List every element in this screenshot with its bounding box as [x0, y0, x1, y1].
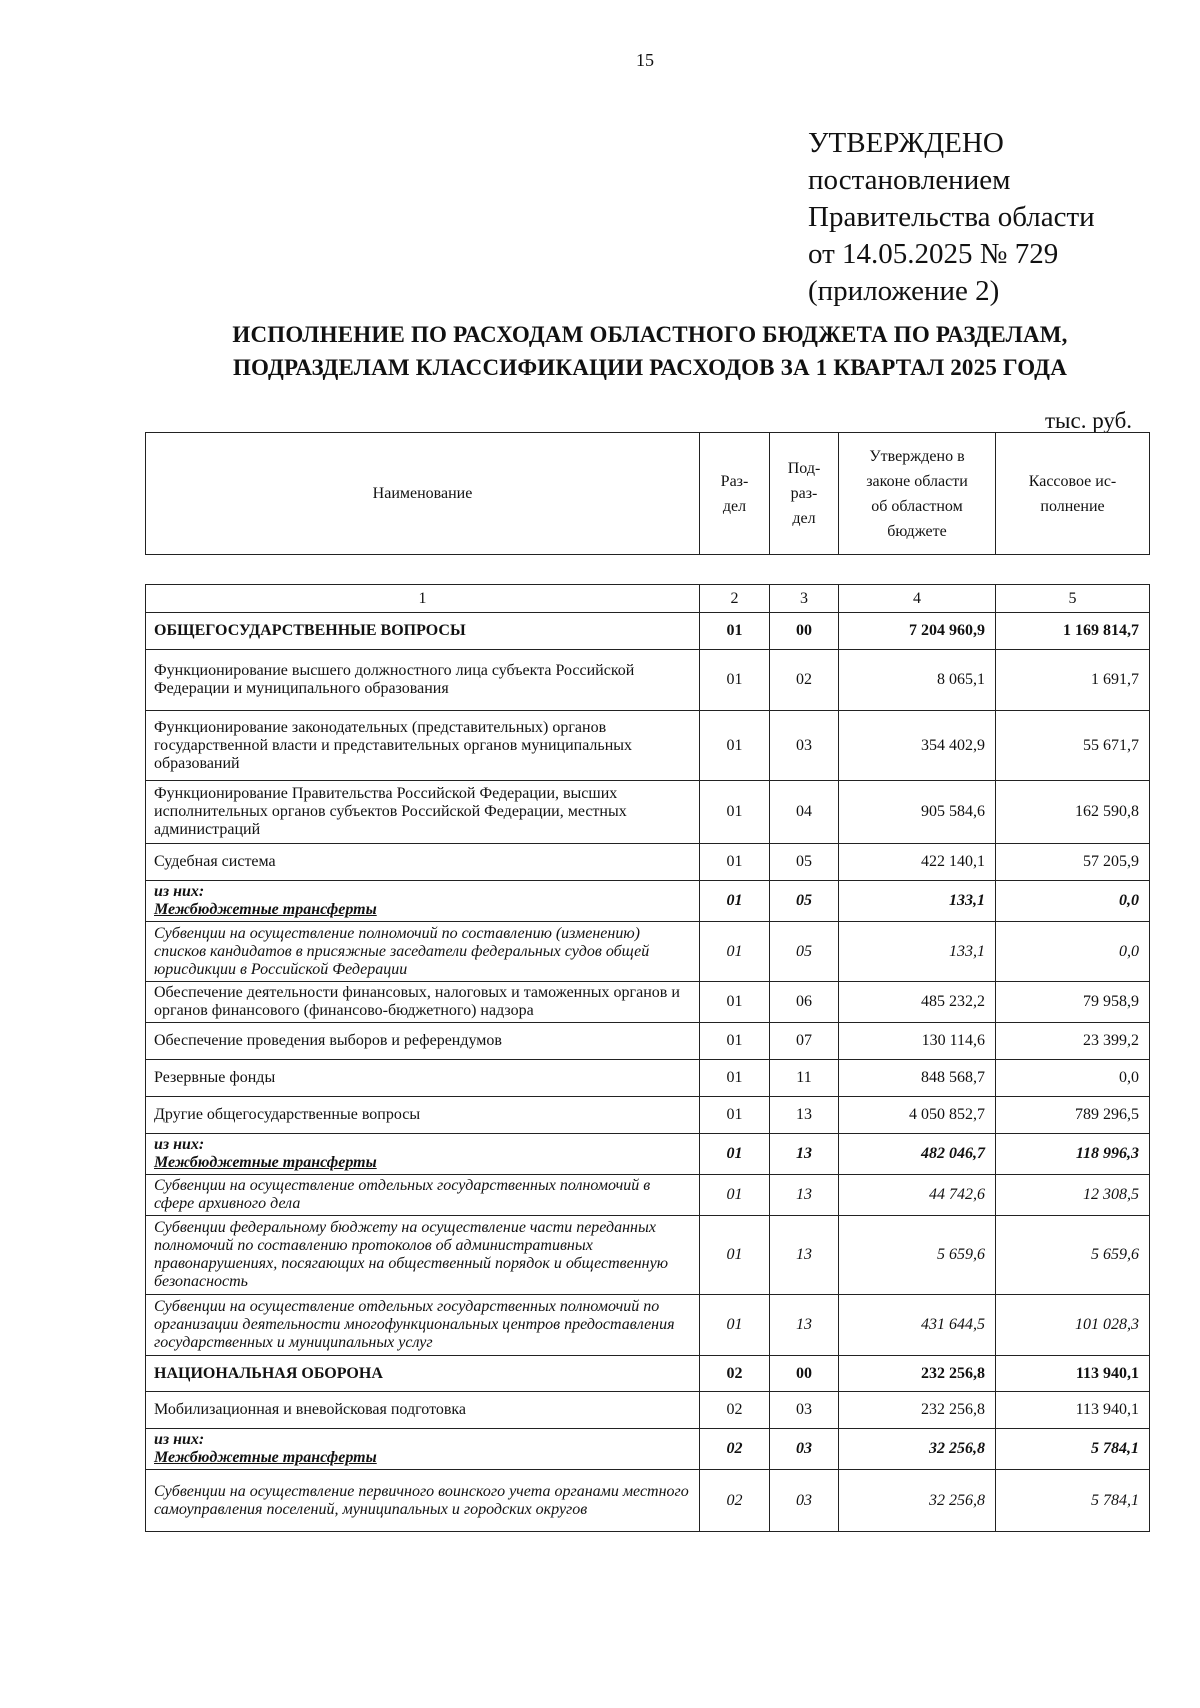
row-razdel: 01 — [700, 881, 770, 922]
row-executed: 0,0 — [996, 922, 1150, 982]
row-executed: 57 205,9 — [996, 844, 1150, 881]
header-name: Наименование — [146, 433, 700, 555]
row-name — [146, 982, 700, 1023]
table-row — [146, 1097, 1150, 1134]
row-name — [146, 613, 700, 650]
row-approved: 7 204 960,9 — [839, 613, 996, 650]
row-podrazdel: 13 — [770, 1216, 839, 1295]
page-number: 15 — [636, 50, 654, 70]
row-executed: 55 671,7 — [996, 711, 1150, 781]
column-number-row — [146, 585, 1150, 613]
row-name-prefix: из них: — [154, 1431, 205, 1448]
row-executed: 0,0 — [996, 1060, 1150, 1097]
row-executed: 23 399,2 — [996, 1023, 1150, 1060]
row-name-text: Субвенции на осуществление отдельных государственных полномочий по организации деятельности многофункциональных центров предоставления государственных и муниципальных услуг — [154, 1298, 675, 1351]
row-executed: 5 784,1 — [996, 1470, 1150, 1532]
row-name-text: НАЦИОНАЛЬНАЯ ОБОРОНА — [154, 1364, 383, 1382]
row-name — [146, 881, 700, 922]
row-approved: 431 644,5 — [839, 1295, 996, 1356]
table-row — [146, 1392, 1150, 1429]
row-name-text: Обеспечение проведения выборов и референдумов — [154, 1032, 502, 1049]
row-razdel: 01 — [700, 1216, 770, 1295]
row-name — [146, 1392, 700, 1429]
row-executed: 113 940,1 — [996, 1356, 1150, 1392]
row-podrazdel: 06 — [770, 982, 839, 1023]
row-executed: 5 659,6 — [996, 1216, 1150, 1295]
row-razdel: 02 — [700, 1470, 770, 1532]
row-name-text: Межбюджетные трансферты — [154, 1449, 377, 1466]
row-razdel: 01 — [700, 650, 770, 711]
row-name-text: Субвенции федеральному бюджету на осуществление части переданных полномочий по составлению протоколов об административных правонарушениях, посягающих на общественный порядок и общественную безопасность — [154, 1219, 668, 1290]
row-name — [146, 1295, 700, 1356]
row-name — [146, 1216, 700, 1295]
approval-line: (приложение 2) — [808, 275, 1000, 307]
row-approved: 32 256,8 — [839, 1470, 996, 1532]
approval-stamp — [808, 125, 1095, 310]
column-number: 3 — [770, 585, 839, 613]
row-podrazdel: 03 — [770, 1429, 839, 1470]
column-number: 1 — [146, 585, 700, 613]
table-row — [146, 1295, 1150, 1356]
row-name — [146, 1429, 700, 1470]
row-name — [146, 781, 700, 844]
row-executed: 113 940,1 — [996, 1392, 1150, 1429]
table-row — [146, 1060, 1150, 1097]
row-approved: 848 568,7 — [839, 1060, 996, 1097]
table-row — [146, 844, 1150, 881]
table-row — [146, 922, 1150, 982]
row-name — [146, 1356, 700, 1392]
row-name — [146, 1134, 700, 1175]
row-podrazdel: 00 — [770, 1356, 839, 1392]
row-name — [146, 1097, 700, 1134]
row-podrazdel: 11 — [770, 1060, 839, 1097]
row-approved: 5 659,6 — [839, 1216, 996, 1295]
row-approved: 422 140,1 — [839, 844, 996, 881]
table-row — [146, 1134, 1150, 1175]
row-name-text: Субвенции на осуществление полномочий по составлению (изменению) списков кандидатов в присяжные заседатели федеральных судов общей юрисдикции в Российской Федерации — [154, 924, 650, 978]
row-executed: 1 691,7 — [996, 650, 1150, 711]
table-row — [146, 1356, 1150, 1392]
row-approved: 4 050 852,7 — [839, 1097, 996, 1134]
row-name-text: Судебная система — [154, 853, 276, 870]
row-podrazdel: 04 — [770, 781, 839, 844]
row-name-text: Функционирование законодательных (представительных) органов государственной власти и представительных органов муниципальных образований — [154, 718, 633, 772]
row-razdel: 01 — [700, 1023, 770, 1060]
row-approved: 485 232,2 — [839, 982, 996, 1023]
row-razdel: 02 — [700, 1392, 770, 1429]
row-name — [146, 1175, 700, 1216]
approval-line: УТВЕРЖДЕНО — [808, 127, 1004, 159]
row-razdel: 01 — [700, 781, 770, 844]
row-name — [146, 1023, 700, 1060]
approval-line: Правительства области — [808, 201, 1095, 233]
table-row — [146, 613, 1150, 650]
approval-line: постановлением — [808, 164, 1011, 196]
table-row — [146, 1175, 1150, 1216]
row-podrazdel: 05 — [770, 844, 839, 881]
row-podrazdel: 07 — [770, 1023, 839, 1060]
row-razdel: 01 — [700, 844, 770, 881]
table-row — [146, 711, 1150, 781]
approval-line: от 14.05.2025 № 729 — [808, 238, 1059, 270]
units-label: тыс. руб. — [1045, 408, 1133, 433]
row-approved: 8 065,1 — [839, 650, 996, 711]
column-number: 4 — [839, 585, 996, 613]
budget-table — [145, 584, 1150, 1532]
row-name — [146, 844, 700, 881]
table-row — [146, 1216, 1150, 1295]
row-name-text: Функционирование Правительства Российской Федерации, высших исполнительных органов субъектов Российской Федерации, местных администраций — [154, 785, 627, 838]
row-name-text: Межбюджетные трансферты — [154, 901, 377, 918]
row-razdel: 01 — [700, 1060, 770, 1097]
row-name — [146, 650, 700, 711]
row-name-text: Обеспечение деятельности финансовых, налоговых и таможенных органов и органов финансового (финансово-бюджетного) надзора — [154, 984, 680, 1019]
row-razdel: 01 — [700, 1134, 770, 1175]
row-approved: 32 256,8 — [839, 1429, 996, 1470]
row-approved: 482 046,7 — [839, 1134, 996, 1175]
row-podrazdel: 00 — [770, 613, 839, 650]
row-razdel: 01 — [700, 982, 770, 1023]
row-name-text: Мобилизационная и вневойсковая подготовка — [154, 1401, 467, 1418]
row-name-text: Субвенции на осуществление отдельных государственных полномочий в сфере архивного дела — [154, 1177, 651, 1212]
row-name-text: ОБЩЕГОСУДАРСТВЕННЫЕ ВОПРОСЫ — [154, 622, 466, 639]
row-executed: 1 169 814,7 — [996, 613, 1150, 650]
row-name — [146, 922, 700, 982]
document-title — [150, 318, 1150, 384]
row-approved: 133,1 — [839, 922, 996, 982]
table-row — [146, 650, 1150, 711]
row-name-prefix: из них: — [154, 883, 205, 900]
column-number: 5 — [996, 585, 1150, 613]
table-row — [146, 1429, 1150, 1470]
row-approved: 905 584,6 — [839, 781, 996, 844]
table-row — [146, 1470, 1150, 1532]
row-name-text: Межбюджетные трансферты — [154, 1154, 377, 1171]
row-approved: 130 114,6 — [839, 1023, 996, 1060]
row-name — [146, 711, 700, 781]
row-podrazdel: 13 — [770, 1134, 839, 1175]
row-podrazdel: 13 — [770, 1175, 839, 1216]
row-approved: 232 256,8 — [839, 1356, 996, 1392]
header-approved: Утверждено в законе области об областном бюджете — [839, 433, 996, 555]
row-executed: 162 590,8 — [996, 781, 1150, 844]
row-podrazdel: 13 — [770, 1097, 839, 1134]
table-header — [145, 432, 1150, 555]
row-razdel: 01 — [700, 613, 770, 650]
row-razdel: 01 — [700, 922, 770, 982]
row-razdel: 01 — [700, 1097, 770, 1134]
column-number: 2 — [700, 585, 770, 613]
row-podrazdel: 05 — [770, 922, 839, 982]
row-podrazdel: 03 — [770, 1392, 839, 1429]
row-name-text: Субвенции на осуществление первичного воинского учета органами местного самоуправления поселений, муниципальных и городских округов — [154, 1482, 689, 1518]
row-approved: 133,1 — [839, 881, 996, 922]
row-podrazdel: 03 — [770, 711, 839, 781]
header-podrazdel: Под- раз- дел — [770, 433, 839, 555]
row-name-text: Функционирование высшего должностного лица субъекта Российской Федерации и муниципального образования — [154, 662, 635, 697]
table-row — [146, 1023, 1150, 1060]
row-podrazdel: 13 — [770, 1295, 839, 1356]
row-podrazdel: 03 — [770, 1470, 839, 1532]
row-razdel: 01 — [700, 711, 770, 781]
row-approved: 44 742,6 — [839, 1175, 996, 1216]
table-row — [146, 881, 1150, 922]
row-executed: 79 958,9 — [996, 982, 1150, 1023]
row-razdel: 02 — [700, 1356, 770, 1392]
row-podrazdel: 02 — [770, 650, 839, 711]
row-name — [146, 1470, 700, 1532]
row-approved: 232 256,8 — [839, 1392, 996, 1429]
row-executed: 789 296,5 — [996, 1097, 1150, 1134]
title-line: ИСПОЛНЕНИЕ ПО РАСХОДАМ ОБЛАСТНОГО БЮДЖЕТА ПО РАЗДЕЛАМ, — [232, 322, 1068, 347]
title-line: ПОДРАЗДЕЛАМ КЛАССИФИКАЦИИ РАСХОДОВ ЗА 1 КВАРТАЛ 2025 ГОДА — [232, 355, 1068, 380]
row-executed: 12 308,5 — [996, 1175, 1150, 1216]
row-razdel: 01 — [700, 1175, 770, 1216]
row-name-text: Резервные фонды — [154, 1069, 276, 1086]
row-name-text: Другие общегосударственные вопросы — [154, 1106, 421, 1123]
table-row — [146, 781, 1150, 844]
header-executed: Кассовое ис- полнение — [996, 433, 1150, 555]
row-name — [146, 1060, 700, 1097]
table-row — [146, 982, 1150, 1023]
row-name-prefix: из них: — [154, 1136, 205, 1153]
row-executed: 101 028,3 — [996, 1295, 1150, 1356]
row-approved: 354 402,9 — [839, 711, 996, 781]
header-razdel: Раз- дел — [700, 433, 770, 555]
row-razdel: 02 — [700, 1429, 770, 1470]
row-executed: 5 784,1 — [996, 1429, 1150, 1470]
row-executed: 0,0 — [996, 881, 1150, 922]
row-executed: 118 996,3 — [996, 1134, 1150, 1175]
row-podrazdel: 05 — [770, 881, 839, 922]
row-razdel: 01 — [700, 1295, 770, 1356]
